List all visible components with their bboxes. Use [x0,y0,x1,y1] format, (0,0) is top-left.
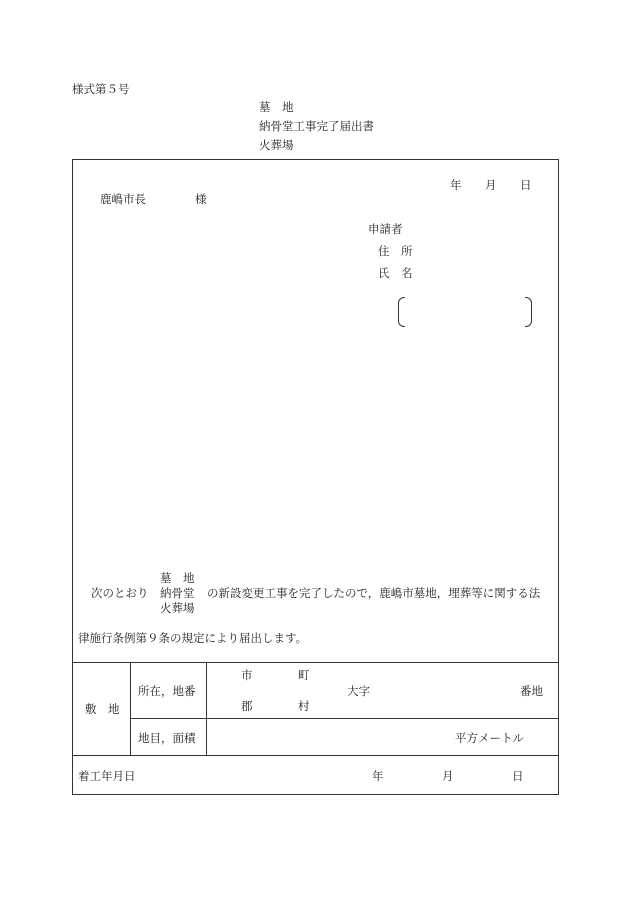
town-label: 町 [298,668,310,682]
area-unit-label: 平方メートル [455,731,524,745]
start-date-label: 着工年月日 [78,769,136,783]
aza-label: 大字 [347,684,370,698]
village-label: 村 [298,699,310,713]
statement-option-ossuary: 納骨堂 [160,586,195,600]
county-label: 郡 [241,699,253,713]
statement-body: の新設変更工事を完了したので，鹿嶋市墓地，埋葬等に関する法 [207,586,541,600]
statement-option-crematorium: 火葬場 [160,601,195,615]
location-label: 所在，地番 [138,684,196,698]
site-header: 敷 地 [85,702,120,716]
statement-prefix: 次のとおり [91,586,149,600]
statement-option-cemetery: 墓 地 [160,571,195,585]
addressee-honorific: 様 [195,192,207,206]
banchi-label: 番地 [520,684,543,698]
applicant-address-label: 住 所 [378,244,413,258]
title-option-cemetery: 墓 地 [259,100,294,114]
table-bottom-line [72,755,559,756]
date-year-label: 年 [450,178,462,192]
start-date-year: 年 [372,769,384,783]
left-bracket [398,297,405,327]
date-month-label: 月 [485,178,497,192]
statement-line-2: 律施行条例第９条の規定により届出します。 [78,631,308,645]
form-frame [72,159,559,795]
start-date-day: 日 [512,769,524,783]
date-day-label: 日 [520,178,532,192]
applicant-label: 申請者 [368,222,403,236]
table-middle-line [130,718,559,719]
form-number: 様式第５号 [72,82,130,96]
table-divider-2 [206,662,207,755]
city-label: 市 [241,668,253,682]
start-date-month: 月 [442,769,454,783]
landuse-label: 地目，面積 [138,731,196,745]
table-divider-1 [130,662,131,755]
applicant-name-label: 氏 名 [378,266,413,280]
page-title: 納骨堂工事完了届出書 [259,119,374,133]
table-top-line [72,662,559,663]
title-option-crematorium: 火葬場 [259,138,294,152]
right-bracket [525,297,532,327]
addressee-name: 鹿嶋市長 [100,192,146,206]
